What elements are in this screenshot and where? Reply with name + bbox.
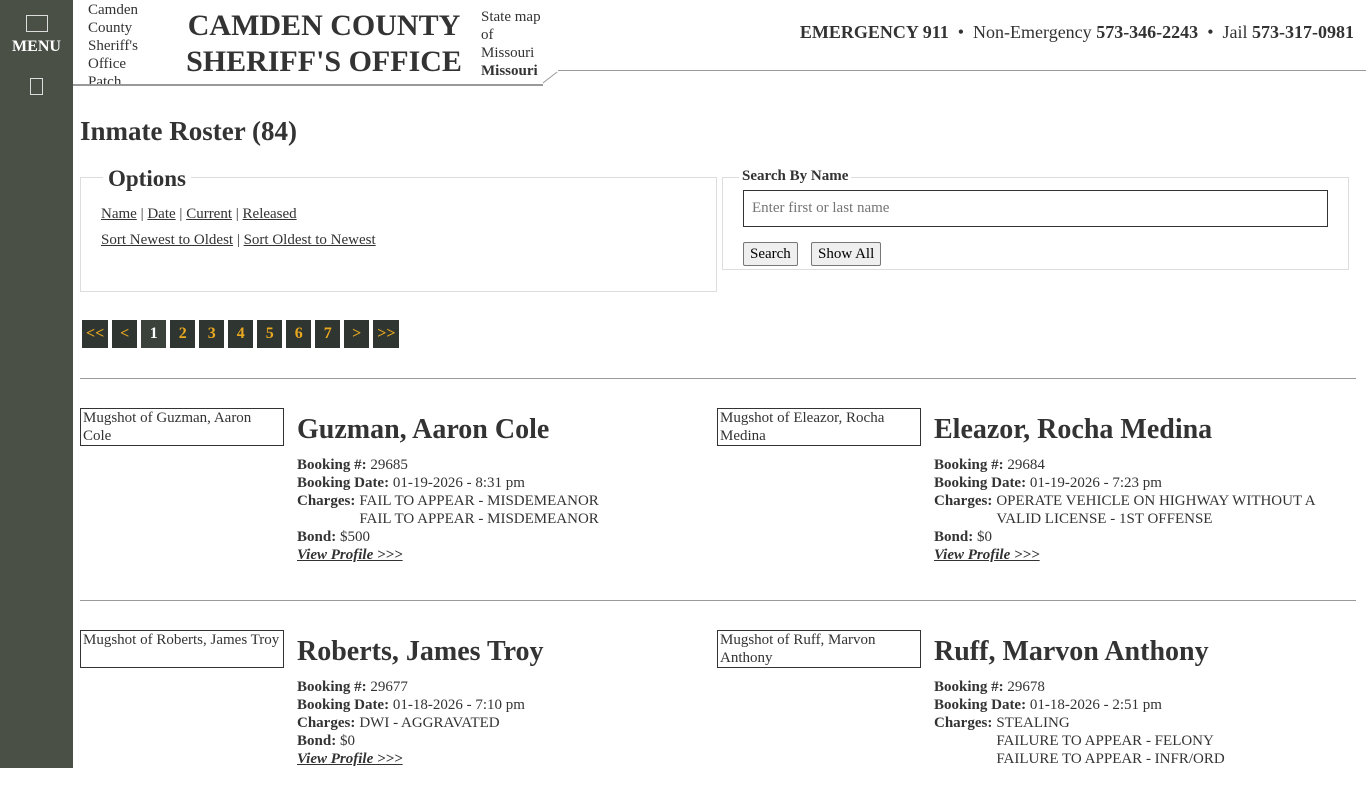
page-title: Inmate Roster (84) bbox=[80, 116, 297, 146]
divider bbox=[543, 72, 558, 84]
separator: | bbox=[236, 232, 240, 248]
page-next[interactable]: > bbox=[344, 320, 369, 348]
booking-number: 29677 bbox=[370, 679, 408, 695]
inmate-name[interactable]: Roberts, James Troy bbox=[297, 636, 544, 667]
header bbox=[73, 0, 1366, 90]
booking-date-label: Booking Date: bbox=[297, 475, 390, 491]
booking-date: 01-19-2026 - 8:31 pm bbox=[392, 475, 525, 491]
inmate-name[interactable]: Eleazor, Rocha Medina bbox=[934, 414, 1213, 445]
separator: • bbox=[1207, 22, 1214, 42]
booking-date: 01-18-2026 - 7:10 pm bbox=[392, 697, 525, 713]
page-4[interactable]: 4 bbox=[228, 320, 253, 348]
options-panel bbox=[80, 166, 717, 292]
booking-number: 29685 bbox=[370, 457, 408, 473]
options-legend: Options bbox=[103, 166, 191, 192]
inmate-card bbox=[717, 630, 1347, 800]
separator: | bbox=[235, 206, 239, 222]
charges-label: Charges: bbox=[297, 493, 356, 509]
separator: | bbox=[179, 206, 183, 222]
sort-newest-link[interactable]: Sort Newest to Oldest bbox=[101, 232, 234, 248]
page-6[interactable]: 6 bbox=[286, 320, 311, 348]
separator: | bbox=[140, 206, 144, 222]
search-panel bbox=[722, 168, 1349, 270]
mugshot-image[interactable]: Mugshot of Roberts, James Troy bbox=[80, 630, 284, 668]
title-line-2: SHERIFF'S OFFICE bbox=[186, 45, 462, 78]
page-3[interactable]: 3 bbox=[199, 320, 224, 348]
bond-label: Bond: bbox=[934, 529, 974, 545]
charge-line: FAIL TO APPEAR - MISDEMEANOR bbox=[359, 511, 599, 527]
booking-date-label: Booking Date: bbox=[934, 475, 1027, 491]
charges-label: Charges: bbox=[934, 715, 993, 731]
search-legend: Search By Name bbox=[739, 168, 851, 185]
page-1-current[interactable]: 1 bbox=[141, 320, 166, 348]
divider bbox=[73, 84, 543, 86]
show-all-button[interactable]: Show All bbox=[811, 242, 881, 266]
page-7[interactable]: 7 bbox=[315, 320, 340, 348]
charge-line: FAILURE TO APPEAR - INFR/ORD bbox=[996, 751, 1225, 767]
booking-date: 01-19-2026 - 7:23 pm bbox=[1029, 475, 1162, 491]
non-emergency-label: Non-Emergency bbox=[973, 22, 1092, 42]
bond-value: $0 bbox=[976, 529, 992, 545]
view-profile-link[interactable]: View Profile >>> bbox=[297, 751, 403, 767]
search-button[interactable]: Search bbox=[743, 242, 798, 266]
bond-label: Bond: bbox=[297, 529, 337, 545]
map-caption: Missouri bbox=[481, 63, 538, 79]
inmate-card bbox=[80, 630, 710, 800]
page-5[interactable]: 5 bbox=[257, 320, 282, 348]
charges-list bbox=[996, 492, 1315, 528]
non-emergency-number[interactable]: 573-346-2243 bbox=[1096, 22, 1199, 42]
inmate-name[interactable]: Guzman, Aaron Cole bbox=[297, 414, 550, 445]
booking-label: Booking #: bbox=[297, 679, 367, 695]
charges-list bbox=[359, 492, 598, 528]
booking-date-label: Booking Date: bbox=[934, 697, 1027, 713]
inmate-details bbox=[934, 678, 1225, 768]
inmate-card bbox=[717, 408, 1347, 578]
charges-label: Charges: bbox=[934, 493, 993, 509]
title-line-1: CAMDEN COUNTY bbox=[187, 9, 461, 42]
view-profile-link[interactable]: View Profile >>> bbox=[297, 547, 403, 563]
charge-line: DWI - AGGRAVATED bbox=[359, 715, 500, 731]
charges-label: Charges: bbox=[297, 715, 356, 731]
map-alt-text: State map of Missouri bbox=[481, 9, 541, 61]
bond-label: Bond: bbox=[297, 733, 337, 749]
filter-name-link[interactable]: Name bbox=[101, 206, 137, 222]
charge-line: STEALING bbox=[996, 715, 1070, 731]
divider bbox=[558, 70, 1366, 71]
inmate-card bbox=[80, 408, 710, 578]
page-2[interactable]: 2 bbox=[170, 320, 195, 348]
bond-value: $500 bbox=[339, 529, 370, 545]
charge-line: FAIL TO APPEAR - MISDEMEANOR bbox=[359, 493, 599, 509]
mugshot-image[interactable]: Mugshot of Ruff, Marvon Anthony bbox=[717, 630, 921, 668]
charges-list bbox=[359, 714, 499, 732]
contact-numbers bbox=[800, 22, 1354, 43]
filter-released-link[interactable]: Released bbox=[242, 206, 297, 222]
booking-date: 01-18-2026 - 2:51 pm bbox=[1029, 697, 1162, 713]
page-first[interactable]: << bbox=[82, 320, 108, 348]
view-profile-link[interactable]: View Profile >>> bbox=[934, 547, 1040, 563]
charge-line: OPERATE VEHICLE ON HIGHWAY WITHOUT A bbox=[996, 493, 1316, 509]
inmate-details bbox=[297, 456, 599, 564]
separator: • bbox=[957, 22, 965, 42]
filter-date-link[interactable]: Date bbox=[147, 206, 176, 222]
mugshot-image[interactable]: Mugshot of Eleazor, Rocha Medina bbox=[717, 408, 921, 446]
jail-number[interactable]: 573-317-0981 bbox=[1252, 22, 1354, 42]
filter-current-link[interactable]: Current bbox=[186, 206, 233, 222]
page-last[interactable]: >> bbox=[373, 320, 399, 348]
sort-oldest-link[interactable]: Sort Oldest to Newest bbox=[243, 232, 376, 248]
sheriff-patch-logo[interactable]: Camden County Sheriff's Office Patch bbox=[88, 2, 138, 90]
divider bbox=[80, 378, 1356, 379]
jail-label: Jail bbox=[1222, 22, 1248, 42]
booking-label: Booking #: bbox=[934, 457, 1004, 473]
inmate-name[interactable]: Ruff, Marvon Anthony bbox=[934, 636, 1209, 667]
mugshot-image[interactable]: Mugshot of Guzman, Aaron Cole bbox=[80, 408, 284, 446]
bond-value: $0 bbox=[339, 733, 355, 749]
name-search-input[interactable] bbox=[743, 190, 1328, 227]
booking-number: 29684 bbox=[1007, 457, 1045, 473]
inmate-details bbox=[934, 456, 1316, 564]
missouri-map-image bbox=[481, 8, 543, 80]
emergency-number[interactable]: EMERGENCY 911 bbox=[799, 22, 949, 42]
site-title[interactable] bbox=[185, 8, 463, 80]
charges-list bbox=[996, 714, 1224, 768]
charge-line: FAILURE TO APPEAR - FELONY bbox=[996, 733, 1214, 749]
divider bbox=[80, 600, 1356, 601]
booking-number: 29678 bbox=[1007, 679, 1045, 695]
pagination bbox=[82, 320, 399, 348]
booking-label: Booking #: bbox=[934, 679, 1004, 695]
menu-button[interactable]: MENU bbox=[12, 38, 61, 55]
sidebar bbox=[0, 0, 73, 768]
page-prev[interactable]: < bbox=[112, 320, 137, 348]
booking-label: Booking #: bbox=[297, 457, 367, 473]
inmate-details bbox=[297, 678, 525, 768]
menu-icon[interactable] bbox=[26, 15, 48, 32]
booking-date-label: Booking Date: bbox=[297, 697, 390, 713]
search-toggle-icon[interactable] bbox=[30, 78, 43, 95]
charge-line: VALID LICENSE - 1ST OFFENSE bbox=[996, 511, 1213, 527]
